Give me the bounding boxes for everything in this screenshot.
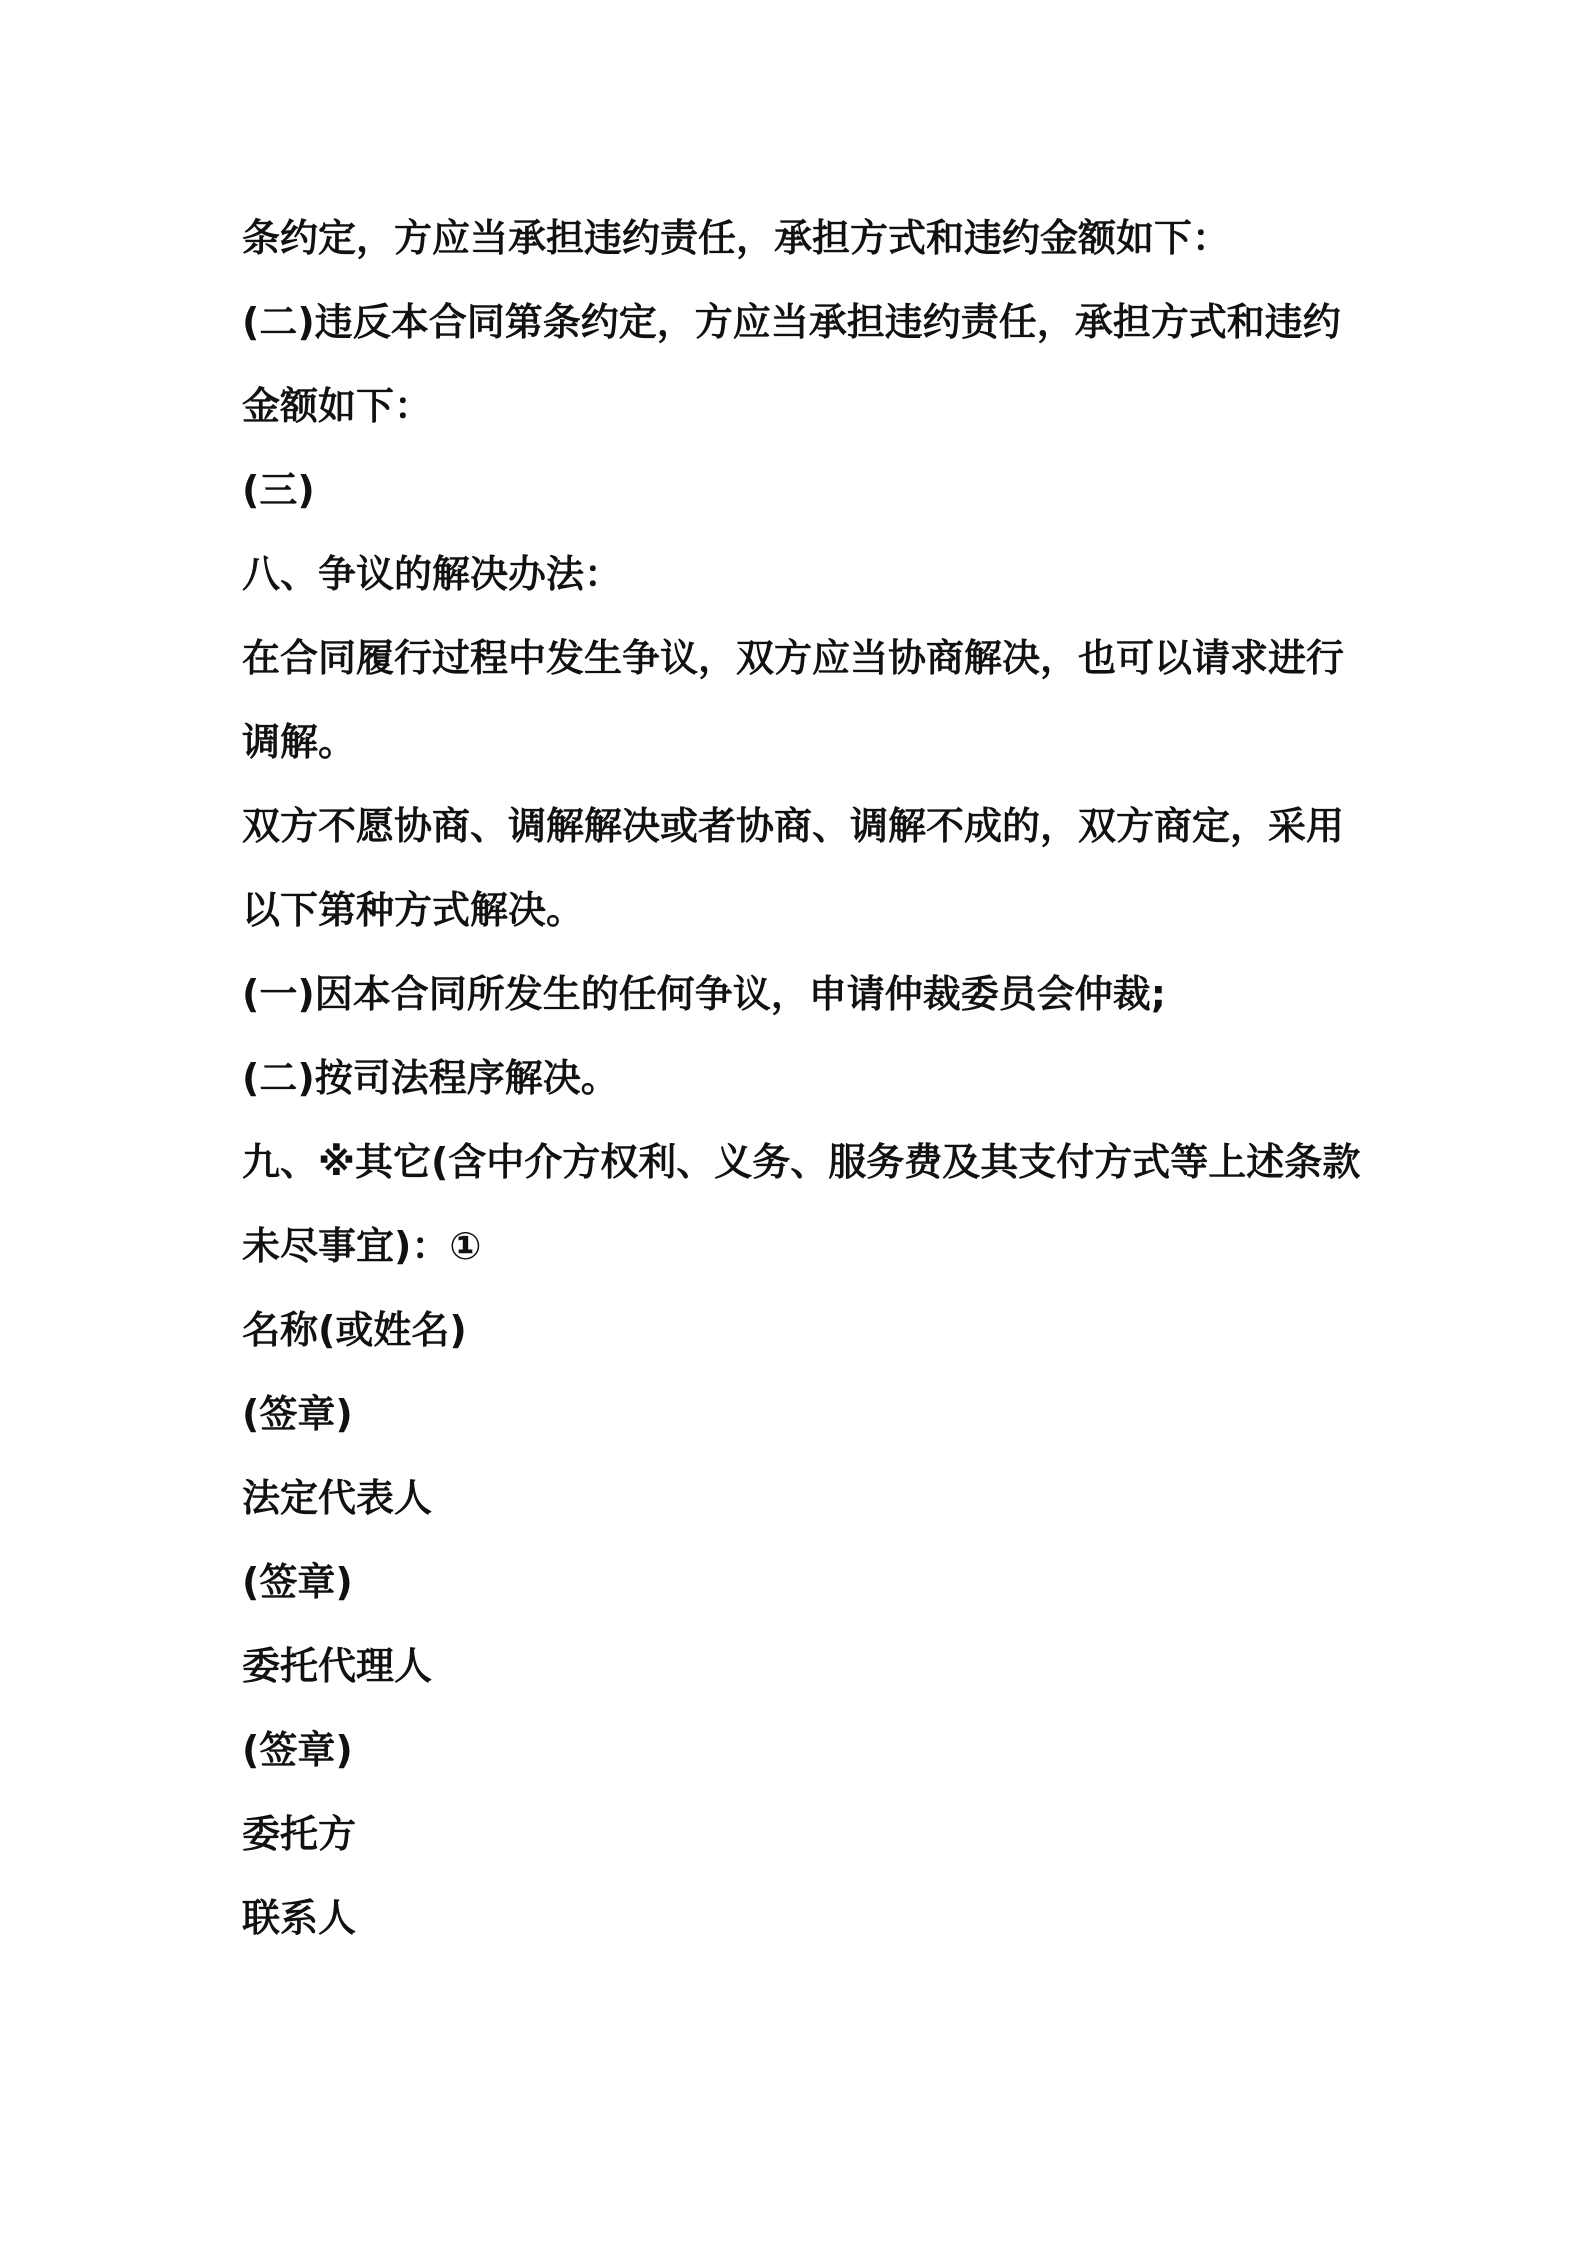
paragraph-dispute-method-choice: 双方不愿协商、调解解决或者协商、调解不成的，双方商定，采用以下第种方式解决。 [242, 804, 1345, 932]
paragraph-penalty-clause-3: (三) [242, 468, 315, 512]
paragraph-penalty-clause-continued: 条约定，方应当承担违约责任，承担方式和违约金额如下： [242, 216, 1231, 260]
signature-label-seal-3: (签章) [242, 1728, 353, 1772]
section-heading-other-matters: 九、※其它(含中介方权利、义务、服务费及其支付方式等上述条款未尽事宜)：① [242, 1140, 1361, 1268]
signature-label-seal-2: (签章) [242, 1560, 353, 1604]
signature-label-entrusting-party: 委托方 [242, 1812, 357, 1856]
section-heading-dispute-resolution: 八、争议的解决办法： [242, 552, 623, 596]
signature-label-name: 名称(或姓名) [242, 1308, 467, 1352]
signature-label-agent: 委托代理人 [242, 1644, 433, 1688]
paragraph-judicial-option: (二)按司法程序解决。 [242, 1056, 619, 1100]
signature-label-legal-representative: 法定代表人 [242, 1476, 433, 1520]
paragraph-dispute-negotiation: 在合同履行过程中发生争议，双方应当协商解决，也可以请求进行调解。 [242, 636, 1345, 764]
signature-label-seal-1: (签章) [242, 1392, 353, 1436]
document-body [242, 196, 1362, 1960]
paragraph-arbitration-option: (一)因本合同所发生的任何争议，申请仲裁委员会仲裁; [242, 972, 1166, 1016]
signature-label-contact-person: 联系人 [242, 1896, 357, 1940]
paragraph-penalty-clause-2: (二)违反本合同第条约定，方应当承担违约责任，承担方式和违约金额如下： [242, 300, 1341, 428]
